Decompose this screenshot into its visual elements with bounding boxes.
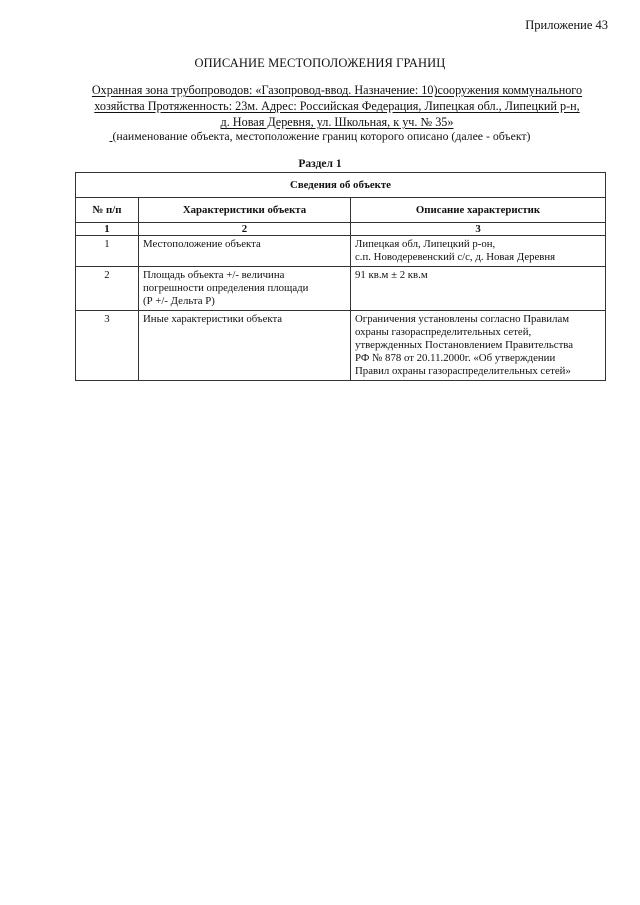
row-characteristic xyxy=(139,236,351,267)
column-number: 2 xyxy=(139,223,351,236)
row-number: 3 xyxy=(76,311,139,381)
row-number: 2 xyxy=(76,267,139,311)
column-number: 3 xyxy=(351,223,606,236)
row-characteristic xyxy=(139,311,351,381)
row-description xyxy=(351,267,606,311)
cell-line: Липецкая обл, Липецкий р-он, xyxy=(355,238,496,250)
cell-line: утвержденных Постановлением Правительства xyxy=(355,339,574,351)
cell-line: Местоположение объекта xyxy=(143,238,261,250)
row-characteristic xyxy=(139,267,351,311)
table-row xyxy=(76,311,606,381)
column-header-number: № п/п xyxy=(76,198,139,223)
document-title: ОПИСАНИЕ МЕСТОПОЛОЖЕНИЯ ГРАНИЦ xyxy=(194,56,446,70)
table-row xyxy=(76,236,606,267)
row-description xyxy=(351,311,606,381)
cell-line: погрешности определения площади xyxy=(143,282,309,294)
object-info-table xyxy=(75,172,606,381)
cell-line: с.п. Новодеревенский с/с, д. Новая Деревня xyxy=(355,251,556,263)
row-number: 1 xyxy=(76,236,139,267)
cell-line: (Р +/- Дельта Р) xyxy=(143,295,215,307)
column-number: 1 xyxy=(76,223,139,236)
cell-line: РФ № 878 от 20.11.2000г. «Об утверждении xyxy=(355,352,556,364)
column-header-characteristic: Характеристики объекта xyxy=(139,198,351,223)
cell-line: Иные характеристики объекта xyxy=(143,313,283,325)
object-name-line: д. Новая Деревня, ул. Школьная, к уч. № 35» xyxy=(220,115,454,129)
cell-line: охраны газораспределительных сетей, xyxy=(355,326,532,338)
object-name xyxy=(70,82,604,130)
cell-line: Площадь объекта +/- величина xyxy=(143,269,285,281)
table-caption: Сведения об объекте xyxy=(76,173,606,198)
object-caption-text: (наименование объекта, местоположение границ которого описано (далее - объект) xyxy=(112,129,531,143)
appendix-label: Приложение 43 xyxy=(525,18,608,32)
column-header-description: Описание характеристик xyxy=(351,198,606,223)
row-description xyxy=(351,236,606,267)
cell-line: 91 кв.м ± 2 кв.м xyxy=(355,269,428,281)
object-name-line: Охранная зона трубопроводов: «Газопровод-ввод. Назначение: 10)сооружения коммунального xyxy=(91,83,583,97)
object-caption xyxy=(0,129,640,144)
cell-line: Ограничения установлены согласно Правилам xyxy=(355,313,570,325)
table-row xyxy=(76,267,606,311)
object-name-line: хозяйства Протяженность: 23м. Адрес: Российская Федерация, Липецкая обл., Липецкий р-н, xyxy=(94,99,580,113)
section-title: Раздел 1 xyxy=(298,158,342,170)
cell-line: Правил охраны газораспределительных сетей» xyxy=(355,365,571,377)
